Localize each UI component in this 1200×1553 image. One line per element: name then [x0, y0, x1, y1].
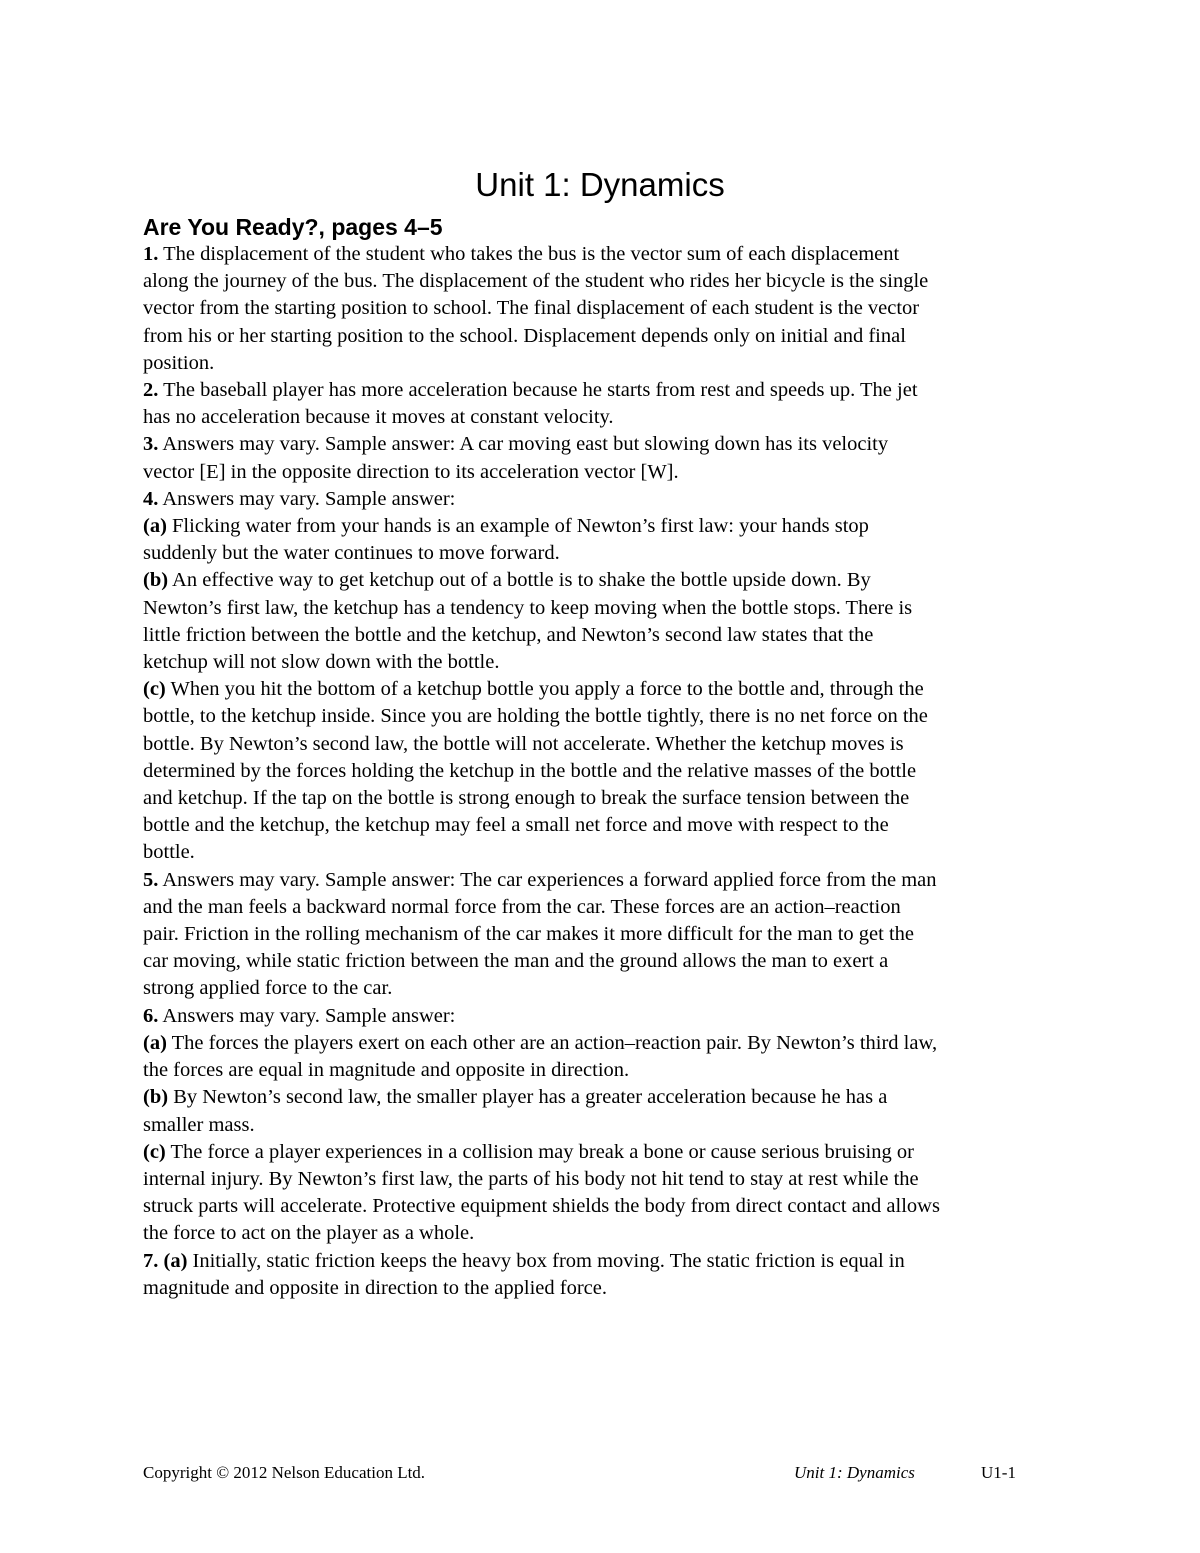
text-line [143, 1003, 1078, 1030]
line-text: The baseball player has more acceleration because he starts from rest and speeds up. The jet [158, 379, 918, 402]
text-line [143, 1139, 1078, 1166]
line-text: little friction between the bottle and the ketchup, and Newton’s second law states that the [143, 623, 874, 646]
line-text: strong applied force to the car. [143, 977, 393, 1000]
page-title: Unit 1: Dynamics [475, 166, 725, 204]
line-text: determined by the forces holding the ketchup in the bottle and the relative masses of the bottle [143, 759, 917, 782]
footer-unit-name: Unit 1: Dynamics [794, 1463, 915, 1482]
line-text: smaller mass. [143, 1113, 255, 1136]
text-line [143, 1275, 1078, 1302]
footer-page-number: U1-1 [981, 1463, 1016, 1482]
text-line [143, 1166, 1078, 1193]
line-text: the force to act on the player as a whole. [143, 1222, 475, 1245]
question-label: 5. [143, 868, 159, 891]
question-label: 7. (a) [143, 1249, 188, 1272]
line-text: vector [E] in the opposite direction to its acceleration vector [W]. [143, 460, 679, 483]
text-line [143, 812, 1078, 839]
question-label: (b) [143, 569, 169, 592]
text-line [143, 921, 1078, 948]
text-line [143, 459, 1078, 486]
line-text: The forces the players exert on each other are an action–reaction pair. By Newton’s third law, [166, 1031, 938, 1054]
line-text: position. [143, 351, 215, 374]
line-text: Answers may vary. Sample answer: The car experiences a forward applied force from the man [158, 868, 937, 891]
text-line [143, 1248, 1078, 1275]
line-text: vector from the starting position to school. The final displacement of each student is the vector [143, 297, 920, 320]
section-heading: Are You Ready?, pages 4–5 [143, 214, 443, 240]
question-label: (c) [143, 678, 166, 701]
line-text: bottle, to the ketchup inside. Since you are holding the bottle tightly, there is no net force on the [143, 705, 928, 728]
answer-text [143, 241, 1078, 1302]
text-line [143, 567, 1078, 594]
question-label: 3. [143, 433, 159, 456]
text-line [143, 350, 1078, 377]
text-line [143, 268, 1078, 295]
text-line [143, 948, 1078, 975]
text-line [143, 241, 1078, 268]
line-text: car moving, while static friction between the man and the ground allows the man to exert a [143, 950, 889, 973]
line-text: along the journey of the bus. The displacement of the student who rides her bicycle is the single [143, 270, 929, 293]
text-line [143, 595, 1078, 622]
line-text: The displacement of the student who takes the bus is the vector sum of each displacement [158, 243, 900, 265]
text-line [143, 867, 1078, 894]
text-line [143, 486, 1078, 513]
question-label: 4. [143, 487, 159, 510]
question-label: (a) [143, 515, 167, 538]
text-line [143, 540, 1078, 567]
line-text: bottle and the ketchup, the ketchup may feel a small net force and move with respect to the [143, 814, 889, 837]
line-text: The force a player experiences in a collision may break a bone or cause serious bruising or [165, 1140, 914, 1163]
text-line [143, 1057, 1078, 1084]
line-text: struck parts will accelerate. Protective equipment shields the body from direct contact and allows [143, 1195, 940, 1218]
text-line [143, 975, 1078, 1002]
line-text: the forces are equal in magnitude and opposite in direction. [143, 1059, 630, 1082]
text-line [143, 676, 1078, 703]
line-text: bottle. [143, 841, 195, 864]
text-line [143, 404, 1078, 431]
page-content [143, 212, 1078, 1302]
line-text: Answers may vary. Sample answer: A car moving east but slowing down has its velocity [158, 433, 889, 456]
text-line [143, 1030, 1078, 1057]
text-line [143, 703, 1078, 730]
line-text: Answers may vary. Sample answer: [158, 487, 456, 510]
question-label: 2. [143, 379, 159, 402]
line-text: Initially, static friction keeps the heavy box from moving. The static friction is equal in [187, 1249, 905, 1272]
line-text: internal injury. By Newton’s first law, the parts of his body not hit tend to stay at rest while the [143, 1167, 919, 1190]
question-label: 6. [143, 1004, 159, 1027]
line-text: from his or her starting position to the school. Displacement depends only on initial and final [143, 324, 906, 347]
question-label: (c) [143, 1140, 166, 1163]
text-line [143, 295, 1078, 322]
text-line [143, 377, 1078, 404]
text-line [143, 649, 1078, 676]
text-line [143, 1193, 1078, 1220]
line-text: When you hit the bottom of a ketchup bottle you apply a force to the bottle and, through the [165, 678, 924, 701]
text-line [143, 894, 1078, 921]
page-footer [143, 1461, 1043, 1485]
line-text: has no acceleration because it moves at constant velocity. [143, 406, 614, 429]
text-line [143, 323, 1078, 350]
line-text: and the man feels a backward normal force from the car. These forces are an action–reaction [143, 895, 901, 918]
footer-copyright: Copyright © 2012 Nelson Education Ltd. [143, 1463, 426, 1482]
line-text: ketchup will not slow down with the bottle. [143, 651, 500, 674]
text-line [143, 622, 1078, 649]
text-line [143, 1112, 1078, 1139]
line-text: By Newton’s second law, the smaller player has a greater acceleration because he has a [168, 1086, 888, 1109]
line-text: Newton’s first law, the ketchup has a tendency to keep moving when the bottle stops. There is [143, 596, 913, 619]
text-line [143, 1084, 1078, 1111]
line-text: An effective way to get ketchup out of a bottle is to shake the bottle upside down. By [168, 569, 871, 592]
line-text: Flicking water from your hands is an example of Newton’s first law: your hands stop [166, 515, 869, 538]
line-text: and ketchup. If the tap on the bottle is strong enough to break the surface tension between the [143, 787, 910, 810]
line-text: magnitude and opposite in direction to the applied force. [143, 1276, 607, 1299]
text-line [143, 758, 1078, 785]
line-text: bottle. By Newton’s second law, the bottle will not accelerate. Whether the ketchup moves is [143, 732, 904, 755]
text-line [143, 731, 1078, 758]
question-label: 1. [143, 243, 159, 265]
line-text: Answers may vary. Sample answer: [158, 1004, 456, 1027]
text-line [143, 513, 1078, 540]
text-line [143, 839, 1078, 866]
text-line [143, 785, 1078, 812]
question-label: (b) [143, 1086, 169, 1109]
text-line [143, 1220, 1078, 1247]
line-text: pair. Friction in the rolling mechanism of the car makes it more difficult for the man to get the [143, 923, 915, 946]
question-label: (a) [143, 1031, 167, 1054]
text-line [143, 431, 1078, 458]
line-text: suddenly but the water continues to move forward. [143, 542, 560, 565]
